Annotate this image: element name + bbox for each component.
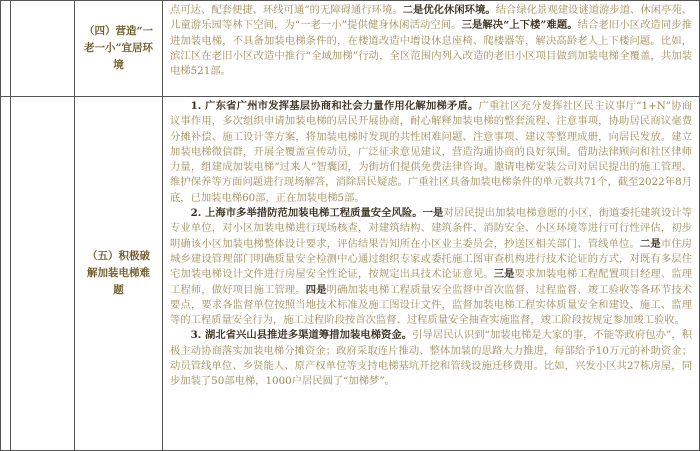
section-label: （四）营造“一老一小”宜居环境: [75, 1, 163, 97]
text-segment: 结合绿化景观建设谜道游步道、休闲亭苑、儿童游乐园等林下空间，为“一老一小”提供健身休闲活动空间。: [170, 4, 693, 32]
blank-cell: [1, 1, 11, 97]
text-segment: 对居民提出加装电梯意愿的小区，街道委托建筑设计等专业单位，对小区加装电梯进行现场核查，对建筑结构、建筑条件、消防安全、小区环境等进行可行性评估，初步明确该小区加装电梯整体设计要求，评估结果告知所在小区业主委员会，抄送区相关部门、管线单位。: [170, 207, 693, 250]
emphasis-segment: 二是: [639, 237, 661, 250]
text-segment: 引导居民认识到“加装电梯是大家的事，不能等政府包办”，积极主动协商落实加装电梯分摊资金；政府采取连片推动、整体加装的思路大力推进，每部给予10万元的补助资金；动员管线单位、乡贤能人、原产权单位等支持电梯基坑开挖和管线设施迁移费用。比如，兴发小区共27栋房屋，同步加装了50部电梯，1000户居民圆了“加梯梦”。: [170, 329, 692, 388]
paragraph-title: 3. 湖北省兴山县推进多渠道筹措加装电梯资金。: [190, 329, 413, 342]
text-segment: 结合老旧小区改造同步推进加装电梯，不具备加装电梯条件的，在楼道改造中增设休息座椅、爬楼器等，解决高龄老人上下楼问题。比如，滨江区在老旧小区改造中推行“全域加梯”行动，全区范围内列入改造的老旧小区项目做到加装电梯全覆盖，共加装电梯521部。: [170, 19, 692, 78]
blank-cell: [11, 97, 75, 451]
section-label: （五）积极破解加装电梯难题: [75, 97, 163, 451]
paragraph: [170, 3, 692, 79]
table-row: [1, 1, 700, 97]
emphasis-segment: 四是: [305, 283, 327, 296]
blank-cell: [1, 97, 11, 451]
text-segment: 明确加装电梯工程质量安全监督中首次监督、过程监督、竣工验收等各环节技术要点，要求各监督单位按照当地技术标准及施工图设计文件，监督加装电梯工程实体质量安全和建设、施工、监理等的工程质量安全行为，施工过程阶段按首次监督、过程质量安全抽查实施监督，竣工阶段按规定参加竣工验收。: [170, 283, 693, 327]
paragraph: [170, 328, 692, 389]
text-segment: 要求加装电梯工程配置项目经理、监理工程师，做好项目施工管理。: [170, 268, 693, 296]
emphasis-segment: 三是解决“上下楼”难题。: [461, 19, 578, 32]
text-segment: 市住房城乡建设管理部门明确质量安全检测中心通过组织专家或委托施工图审查机构进行技术论证的方式，对既有多层住宅加装电梯设计文件进行房屋安全性论证，按规定出具技术论证意见。: [170, 237, 693, 281]
paragraph: [170, 99, 692, 206]
emphasis-segment: 一是: [422, 207, 444, 220]
text-segment: 点可达、配套便捷、环线可通”的无障碍通行环境。: [170, 4, 403, 16]
section-body: [163, 97, 700, 451]
text-segment: 广重社区充分发挥社区民主议事厅“1+N”协商议事作用，多次组织申请加装电梯的居民开展协商，耐心解释加装电梯的整套流程、注意事项，协助居民商议毫费分摊补偿、施工设计等方案，将加装电梯时发现的共性困难问题、注意事项、建议等整理成册，向居民发放。建立加装电梯微信群，开展全覆盖宣传动员，广泛征求意见建议，营造沟通协商的良好氛围。借助法律顾问和社区律师力量，组建成加装电梯“过来人”智囊团，为街坊们提供免费法律咨询。邀请电梯安装公司对居民提出的施工管理、维护保养等方面问题进行现场解答，消除居民疑虑。广重社区具备加装电梯条件的单元数共71个，截至2022年8月底，已加装电梯60部，正在加装电梯5部。: [170, 100, 692, 204]
blank-cell: [11, 1, 75, 97]
table-row: [1, 97, 700, 451]
section-body: [163, 1, 700, 97]
paragraph-title: 1. 广东省广州市发挥基层协商和社会力量作用化解加梯矛盾。: [190, 100, 479, 112]
emphasis-segment: 三是: [493, 268, 515, 281]
emphasis-segment: 二是优化休闲环境。: [402, 4, 496, 16]
paragraph-title: 2. 上海市多举措防范加装电梯工程质量安全风险。: [190, 207, 423, 220]
paragraph: [170, 206, 692, 328]
